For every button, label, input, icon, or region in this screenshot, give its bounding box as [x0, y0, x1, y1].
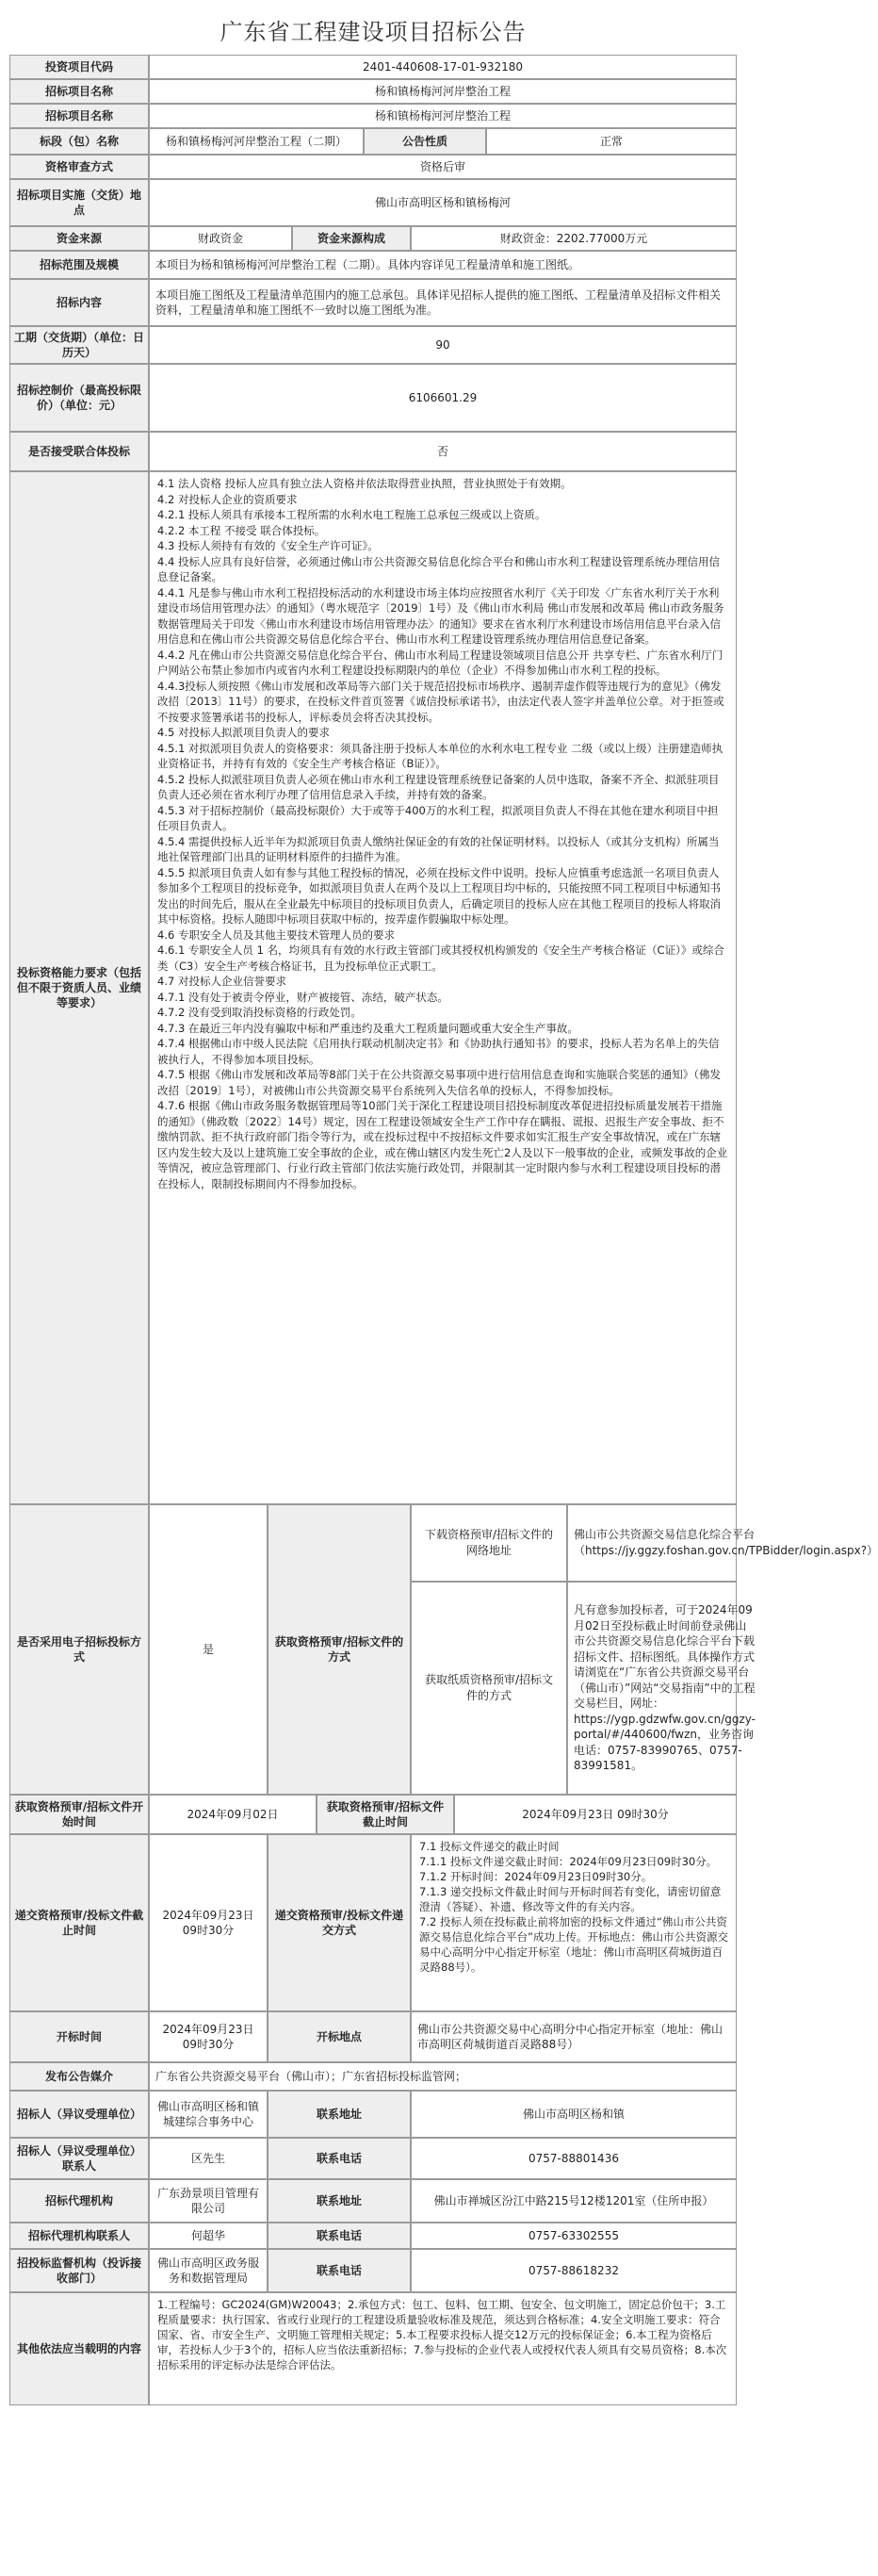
deadline-label: 递交资格预审/投标文件截止时间 [9, 1834, 149, 2011]
duration-label: 工期（交货期）（单位：日历天） [9, 326, 149, 364]
download-address-value: 佛山市公共资源交易信息化综合平台 （https://jy.ggzy.foshan.gov.cn/TPBidder/login.aspx?） [567, 1504, 737, 1582]
other-label: 其他依法应当载明的内容 [9, 2292, 149, 2405]
opening-time-label: 开标时间 [9, 2011, 149, 2062]
section-value: 杨和镇杨梅河河岸整治工程（二期） [149, 128, 364, 155]
supervisor-label: 招标人（异议受理单位） [9, 2091, 149, 2138]
project-code-value: 2401-440608-17-01-932180 [149, 55, 737, 79]
electronic-label: 是否采用电子招标投标方式 [9, 1504, 149, 1795]
contact-value: 区先生 [149, 2138, 268, 2179]
control-price-label: 招标控制价（最高投标限价）（单位：元） [9, 364, 149, 432]
supervisor-value: 佛山市高明区杨和镇城建综合事务中心 [149, 2091, 268, 2138]
consortium-value: 否 [149, 432, 737, 471]
opening-place-label: 开标地点 [268, 2011, 411, 2062]
consortium-label: 是否接受联合体投标 [9, 432, 149, 471]
funding-value: 财政资金 [149, 226, 292, 251]
agency-tel-value: 0757-63302555 [411, 2223, 737, 2249]
supervisor-address-label: 联系地址 [268, 2091, 411, 2138]
qualification-value: 资格后审 [149, 155, 737, 179]
supervisor-address-value: 佛山市高明区杨和镇 [411, 2091, 737, 2138]
end-time-value: 2024年09月23日 09时30分 [454, 1795, 737, 1834]
deadline-value: 2024年09月23日 09时30分 [149, 1834, 268, 2011]
electronic-value: 是 [149, 1504, 268, 1795]
location-label: 招标项目实施（交货）地点 [9, 179, 149, 226]
requirements-label: 投标资格能力要求（包括但不限于资质人员、业绩等要求） [9, 471, 149, 1504]
content-value: 本项目施工图纸及工程量清单范围内的施工总承包。具体详见招标人提供的施工图纸、工程量清单及招标文件相关资料，工程量清单和施工图纸不一致时以施工图纸为准。 [149, 279, 737, 326]
scope-label: 招标范围及规模 [9, 251, 149, 279]
regulator-tel-value: 0757-88618232 [411, 2249, 737, 2292]
duration-value: 90 [149, 326, 737, 364]
start-time-label: 获取资格预审/招标文件开始时间 [9, 1795, 149, 1834]
other-value: 1.工程编号：GC2024(GM)W20043；2.承包方式：包工、包料、包工期、包安全、包文明施工，固定总价包干；3.工程质量要求：执行国家、省或行业现行的工程建设质量验收标准及规范，须达到合格标准；4.安全文明施工要求：符合国家、省、市安全生产、文明施工管理相关规定；5.本工程要求投标人提交12万元的投标保证金；6.本工程为资格后审，若投标人少于3个的，招标人应当依法重新招标；7.参与投标的企业代表人或授权代表人须具有交易员资格；8.本次招标采用的评定标办法是综合评估法。 [149, 2292, 737, 2405]
nature-value: 正常 [486, 128, 737, 155]
contact-tel-value: 0757-88801436 [411, 2138, 737, 2179]
agency-address-value: 佛山市禅城区汾江中路215号12楼1201室（住所申报） [411, 2179, 737, 2223]
regulator-value: 佛山市高明区政务服务和数据管理局 [149, 2249, 268, 2292]
paper-method-value: 凡有意参加投标者，可于2024年09月02日至投标截止时间前登录佛山市公共资源交易信息化综合平台下载招标文件、招标图纸。具体操作方式请浏览在“广东省公共资源交易平台（佛山市）”网站“交易指南”中的工程交易栏目，网址：https://ygp.gdzwfw.gov.cn/ggzy-portal/#/440600/fwzn，业务咨询电话：0757-83990765、0757-83991581。 [567, 1582, 737, 1795]
content-label: 招标内容 [9, 279, 149, 326]
opening-place-value: 佛山市公共资源交易中心高明分中心指定开标室（地址：佛山市高明区荷城街道百灵路88号） [411, 2011, 737, 2062]
scope-value: 本项目为杨和镇杨梅河河岸整治工程（二期）。具体内容详见工程量清单和施工图纸。 [149, 251, 737, 279]
bid-project-name-label: 招标项目名称 [9, 104, 149, 128]
contact-label: 招标人（异议受理单位）联系人 [9, 2138, 149, 2179]
qualification-label: 资格审查方式 [9, 155, 149, 179]
agency-label: 招标代理机构 [9, 2179, 149, 2223]
project-name-value: 杨和镇杨梅河河岸整治工程 [149, 79, 737, 104]
media-label: 发布公告媒介 [9, 2062, 149, 2091]
contact-tel-label: 联系电话 [268, 2138, 411, 2179]
agency-contact-value: 何超华 [149, 2223, 268, 2249]
location-value: 佛山市高明区杨和镇杨梅河 [149, 179, 737, 226]
regulator-label: 招投标监督机构（投诉接收部门） [9, 2249, 149, 2292]
download-address-label: 下载资格预审/招标文件的网络地址 [411, 1504, 567, 1582]
submission-method-value: 7.1 投标文件递交的截止时间 7.1.1 投标文件递交截止时间：2024年09月23日09时30分。 7.1.2 开标时间：2024年09月23日09时30分。 7.1.3 递交投标文件截止时间与开标时间若有变化，请密切留意澄清（答疑）、补遗、修改等文件的有关内容。 7.2 投标人须在投标截止前将加密的投标文件通过“佛山市公共资源交易信息化综合平台”成功上传。开标地点：佛山市公共资源交易中心高明分中心指定开标室（地址：佛山市高明区荷城街道百灵路88号）。 [411, 1834, 737, 2011]
agency-value: 广东劲景项目管理有限公司 [149, 2179, 268, 2223]
acquire-method-label: 获取资格预审/招标文件的方式 [268, 1504, 411, 1795]
regulator-tel-label: 联系电话 [268, 2249, 411, 2292]
agency-contact-label: 招标代理机构联系人 [9, 2223, 149, 2249]
agency-address-label: 联系地址 [268, 2179, 411, 2223]
media-value: 广东省公共资源交易平台（佛山市）；广东省招标投标监管网； [149, 2062, 737, 2091]
section-label: 标段（包）名称 [9, 128, 149, 155]
bid-project-name-value: 杨和镇杨梅河河岸整治工程 [149, 104, 737, 128]
control-price-value: 6106601.29 [149, 364, 737, 432]
funding-label: 资金来源 [9, 226, 149, 251]
paper-method-label: 获取纸质资格预审/招标文件的方式 [411, 1582, 567, 1795]
funding-composition-label: 资金来源构成 [292, 226, 411, 251]
end-time-label: 获取资格预审/招标文件截止时间 [317, 1795, 454, 1834]
project-code-label: 投资项目代码 [9, 55, 149, 79]
opening-time-value: 2024年09月23日 09时30分 [149, 2011, 268, 2062]
requirements-value: 4.1 法人资格 投标人应具有独立法人资格并依法取得营业执照，营业执照处于有效期。 4.2 对投标人企业的资质要求 4.2.1 投标人须具有承接本工程所需的水利水电工程施工总承包三级或以上资质。 4.2.2 本工程 不接受 联合体投标。 4.3 投标人须持有有效的《安全生产许可证》。 4.4 投标人应具有良好信誉，必须通过佛山市公共资源交易信息化综合平台和佛山市水利工程建设管理系统办理信用信息登记备案。 4.4.1 凡是参与佛山市水利工程招投标活动的水利建设市场主体均应按照省水利厅《关于印发〈广东省水利厅关于水利建设市场信用管理办法〉的通知》（粤水规范字〔2019〕1号）及《佛山市水利局 佛山市发展和改革局 佛山市政务服务数据管理局关于印发〈佛山市水利建设市场信用管理办法〉的通知》要求在省水利厅水利建设市场信用信息平台录入信用信息和在佛山市公共资源交易信息化综合平台、佛山市水利工程建设管理系统办理信用信息登记备案。 4.4.2 凡在佛山市公共资源交易信息化综合平台、佛山市水利局工程建设领域项目信息公开 共享专栏、广东省水利厅门户网站公布禁止参加市内或省内水利工程建设投标期限内的单位（企业）不得参加佛山市水利工程的投标。 4.4.3投标人须按照《佛山市发展和改革局等六部门关于规范招投标市场秩序、遏制弄虚作假等违规行为的意见》（佛发改招〔2013〕11号）的要求，在投标文件首页签署《诚信投标承诺书》，由法定代表人签字并盖单位公章。对于拒签或不按要求签署承诺书的投标人，评标委员会将否决其投标。 4.5 对投标人拟派项目负责人的要求 4.5.1 对拟派项目负责人的资格要求：须具备注册于投标人本单位的水利水电工程专业 二级（或以上级）注册建造师执业资格证书，并持有有效的《安全生产考核合格证（B证）》。 4.5.2 投标人拟派驻项目负责人必须在佛山市水利工程建设管理系统登记备案的人员中选取，备案不齐全、拟派驻项目负责人还必须在省水利厅办理了信用信息录入手续，并持有效的备案。 4.5.3 对于招标控制价（最高投标限价）大于或等于400万的水利工程，拟派项目负责人不得在其他在建水利项目中担任项目负责人。 4.5.4 需提供投标人近半年为拟派项目负责人缴纳社保证金的有效的社保证明材料。以投标人（或其分支机构）所属当地社保管理部门出具的证明材料原件的扫描件为准。 4.5.5 拟派项目负责人如有参与其他工程投标的情况，必须在投标文件中说明。投标人应慎重考虑选派一名项目负责人参加多个工程项目的投标竞争，如拟派项目负责人在两个及以上工程项目均中标的，只能按照不同工程项目中标通知书发出的时间先后，服从在全业最先中标项目的投标项目负责人，后确定项目的投标人应在其他工程项目的投标人将取消其中标资格。投标人随即中标项目获取中标的，按弄虚作假骗取中标处理。 4.6 专职安全人员及其他主要技术管理人员的要求 4.6.1 专职安全人员 1 名，均须具有有效的水行政主管部门或其授权机构颁发的《安全生产考核合格证（C证）》或综合类（C3）安全生产考核合格证书，且为投标单位正式职工。 4.7 对投标人企业信誉要求 4.7.1 没有处于被责令停业，财产被接管、冻结，破产状态。 4.7.2 没有受到取消投标资格的行政处罚。 4.7.3 在最近三年内没有骗取中标和严重违约及重大工程质量问题或重大安全生产事故。 4.7.4 根据佛山市中级人民法院《启用执行联动机制决定书》和《协助执行通知书》的要求，投标人若为名单上的失信被执行人，不得参加本项目投标。 4.7.5 根据《佛山市发展和改革局等8部门关于在公共资源交易事项中进行信用信息查询和实施联合奖惩的通知》（佛发改招〔2019〕1号），对被佛山市公共资源交易平台系统列入失信名单的投标人，不得参加投标。 4.7.6 根据《佛山市政务服务数据管理局等10部门关于深化工程建设项目招投标制度改革促进招投标质量发展若干措施的通知》（佛政数〔2022〕14号）规定，因在工程建设领域安全生产工作中存在瞒报、谎报、迟报生产安全事故、拒不缴纳罚款、拒不执行政府部门指令等行为，或在投标过程中不按招标文件要求如实汇报生产安全事故情况，或在广东辖区内发生较大及以上建筑施工安全事故的企业，或在佛山辖区内发生死亡2人及以下一般事故的企业，或频发事故的企业等情况，被应急管理部门、行业行政主管部门依法实施行政处罚，并限制其一定时限内参与水利工程建设项目投标的潜在投标人，限制投标期间内不得参加投标。 [149, 471, 737, 1504]
submission-method-label: 递交资格预审/投标文件递交方式 [268, 1834, 411, 2011]
funding-composition-value: 财政资金：2202.77000万元 [411, 226, 737, 251]
page-title: 广东省工程建设项目招标公告 [220, 19, 527, 45]
project-name-label: 招标项目名称 [9, 79, 149, 104]
agency-tel-label: 联系电话 [268, 2223, 411, 2249]
start-time-value: 2024年09月02日 [149, 1795, 317, 1834]
nature-label: 公告性质 [364, 128, 486, 155]
